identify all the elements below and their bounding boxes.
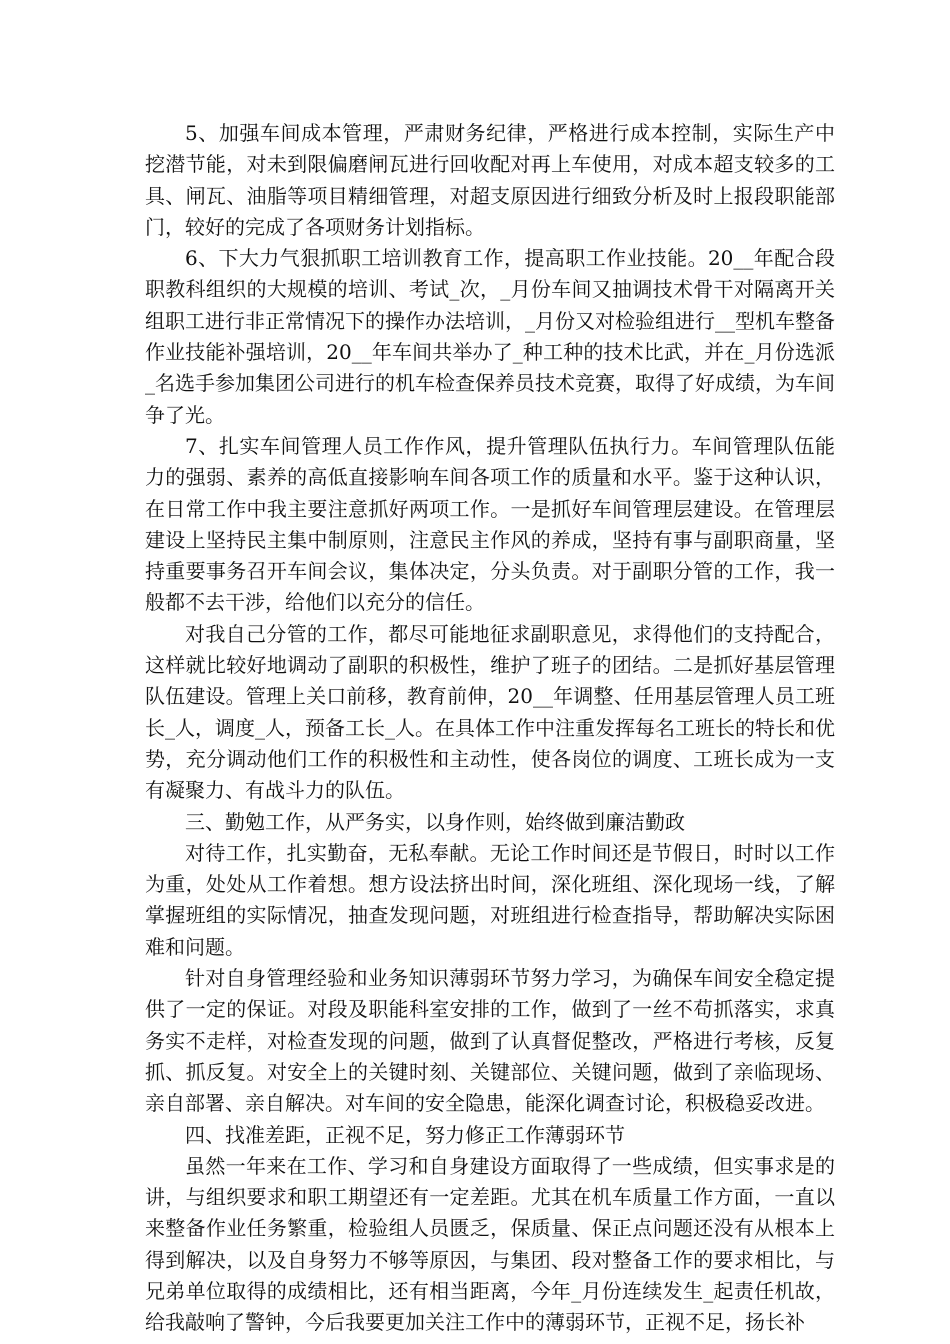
section-heading-shortcomings: 四、找准差距，正视不足，努力修正工作薄弱环节: [185, 1122, 625, 1147]
paragraph-management-style: 7、扎实车间管理人员工作作风，提升管理队伍执行力。车间管理队伍能力的强弱、素养的高低直接影响车间各项工作的质量和水平。鉴于这种认识，在日常工作中我主要注意抓好两项工作。一是抓好车间管理层建设。在管理层建设上坚持民主集中制原则，注意民主作风的养成，坚持有事与副职商量，坚持重要事务召开车间会议，集体决定，分头负责。对于副职分管的工作，我一般都不去干涉，给他们以充分的信任。: [145, 433, 835, 615]
paragraph-safety-study: 针对自身管理经验和业务知识薄弱环节努力学习，为确保车间安全稳定提供了一定的保证。对段及职能科室安排的工作，做到了一丝不苟抓落实，求真务实不走样，对检查发现的问题，做到了认真督促整改，严格进行考核，反复抓、抓反复。对安全上的关键时刻、关键部位、关键问题，做到了亲临现场、亲自部署、亲自解决。对车间的安全隐患，能深化调查讨论，积极稳妥改进。: [145, 966, 835, 1116]
paragraph-cost-management: 5、加强车间成本管理，严肃财务纪律，严格进行成本控制，实际生产中挖潜节能，对未到限偏磨闸瓦进行回收配对再上车使用，对成本超支较多的工具、闸瓦、油脂等项目精细管理，对超支原因进行细致分析及时上报段职能部门，较好的完成了各项财务计划指标。: [145, 121, 835, 239]
paragraph-work-attitude: 对待工作，扎实勤奋，无私奉献。无论工作时间还是节假日，时时以工作为重，处处从工作着想。想方设法挤出时间，深化班组、深化现场一线，了解掌握班组的实际情况，抽查发现问题，对班组进行检查指导，帮助解决实际困难和问题。: [145, 840, 835, 959]
paragraph-gap-analysis: 虽然一年来在工作、学习和自身建设方面取得了一些成绩，但实事求是的讲，与组织要求和职工期望还有一定差距。尤其在机车质量工作方面，一直以来整备作业任务繁重，检验组人员匮乏，保质量、保正点问题还没有从根本上得到解决，以及自身努力不够等原因，与集团、段对整备工作的要求相比，与兄弟单位取得的成绩相比，还有相当距离，今年_月份连续发生_起责任机故，给我敲响了警钟，今后我要更加关注工作中的薄弱环节，正视不足，扬长补: [145, 1153, 835, 1335]
document-body: [145, 118, 835, 1339]
section-heading-diligence: 三、勤勉工作，从严务实，以身作则，始终做到廉洁勤政: [185, 809, 685, 834]
paragraph-staff-training: 6、下大力气狠抓职工培训教育工作，提高职工作业技能。20__年配合段职教科组织的大规模的培训、考试_次，_月份车间又抽调技术骨干对隔离开关组职工进行非正常情况下的操作办法培训，_月份又对检验组进行__型机车整备作业技能补强培训，20__年车间共举办了_种工种的技术比武，并在_月份选派_名选手参加集团公司进行的机车检查保养员技术竞赛，取得了好成绩，为车间争了光。: [145, 246, 835, 427]
paragraph-grassroots-team: 对我自己分管的工作，都尽可能地征求副职意见，求得他们的支持配合，这样就比较好地调动了副职的积极性，维护了班子的团结。二是抓好基层管理队伍建设。管理上关口前移，教育前伸，20__年调整、任用基层管理人员工班长_人，调度_人，预备工长_人。在具体工作中注重发挥每名工班长的特长和优势，充分调动他们工作的积极性和主动性，使各岗位的调度、工班长成为一支有凝聚力、有战斗力的队伍。: [145, 621, 835, 803]
